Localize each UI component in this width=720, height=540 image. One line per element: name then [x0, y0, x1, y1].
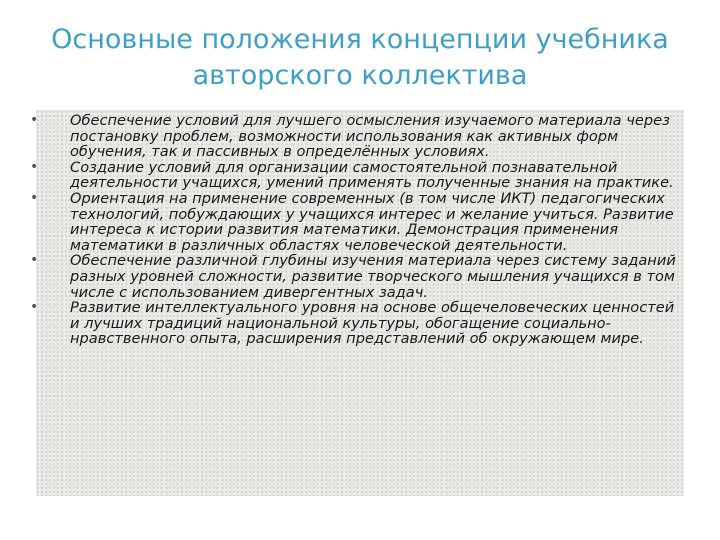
list-item — [30, 191, 680, 253]
bullet-icon: • — [30, 158, 39, 175]
bullet-text: Ориентация на применение современных (в том числе ИКТ) педагогических технологий, побуждающих у учащихся интерес и желание учиться. Развитие интереса к истории развития математики. Демонстрация применения математики в различных областях человеческой деятельности. — [70, 189, 674, 254]
list-item — [30, 300, 680, 347]
bullet-icon: • — [30, 112, 39, 128]
bullet-icon: • — [30, 189, 39, 206]
bullet-text: Создание условий для организации самостоятельной познавательной деятельности учащихся, умений применять полученные знания на практике. — [70, 158, 674, 192]
list-item — [30, 160, 680, 191]
bullet-text: Развитие интеллектуального уровня на основе общечеловеческих ценностей и лучших традиций национальной культуры, обогащение социально-нравственного опыта, расширения представлений об окружающем мире. — [70, 299, 675, 348]
slide-title: Основные положения концепции учебника авторского коллектива — [51, 24, 669, 91]
bullet-text: Обеспечение условий для лучшего осмысления изучаемого материала через постановку проблем, возможности использования как активных форм обучения, так и пассивных в определённых условиях. — [70, 112, 670, 161]
list-item — [30, 113, 680, 160]
bullet-icon: • — [30, 299, 39, 316]
list-item — [30, 253, 680, 300]
bullet-text: Обеспечение различной глубины изучения материала через систему заданий разных уровней сложности, развитие творческого мышления учащихся в том числе с использованием дивергентных задач. — [70, 252, 676, 301]
bullet-icon: • — [30, 252, 39, 269]
bullet-list — [30, 113, 680, 347]
